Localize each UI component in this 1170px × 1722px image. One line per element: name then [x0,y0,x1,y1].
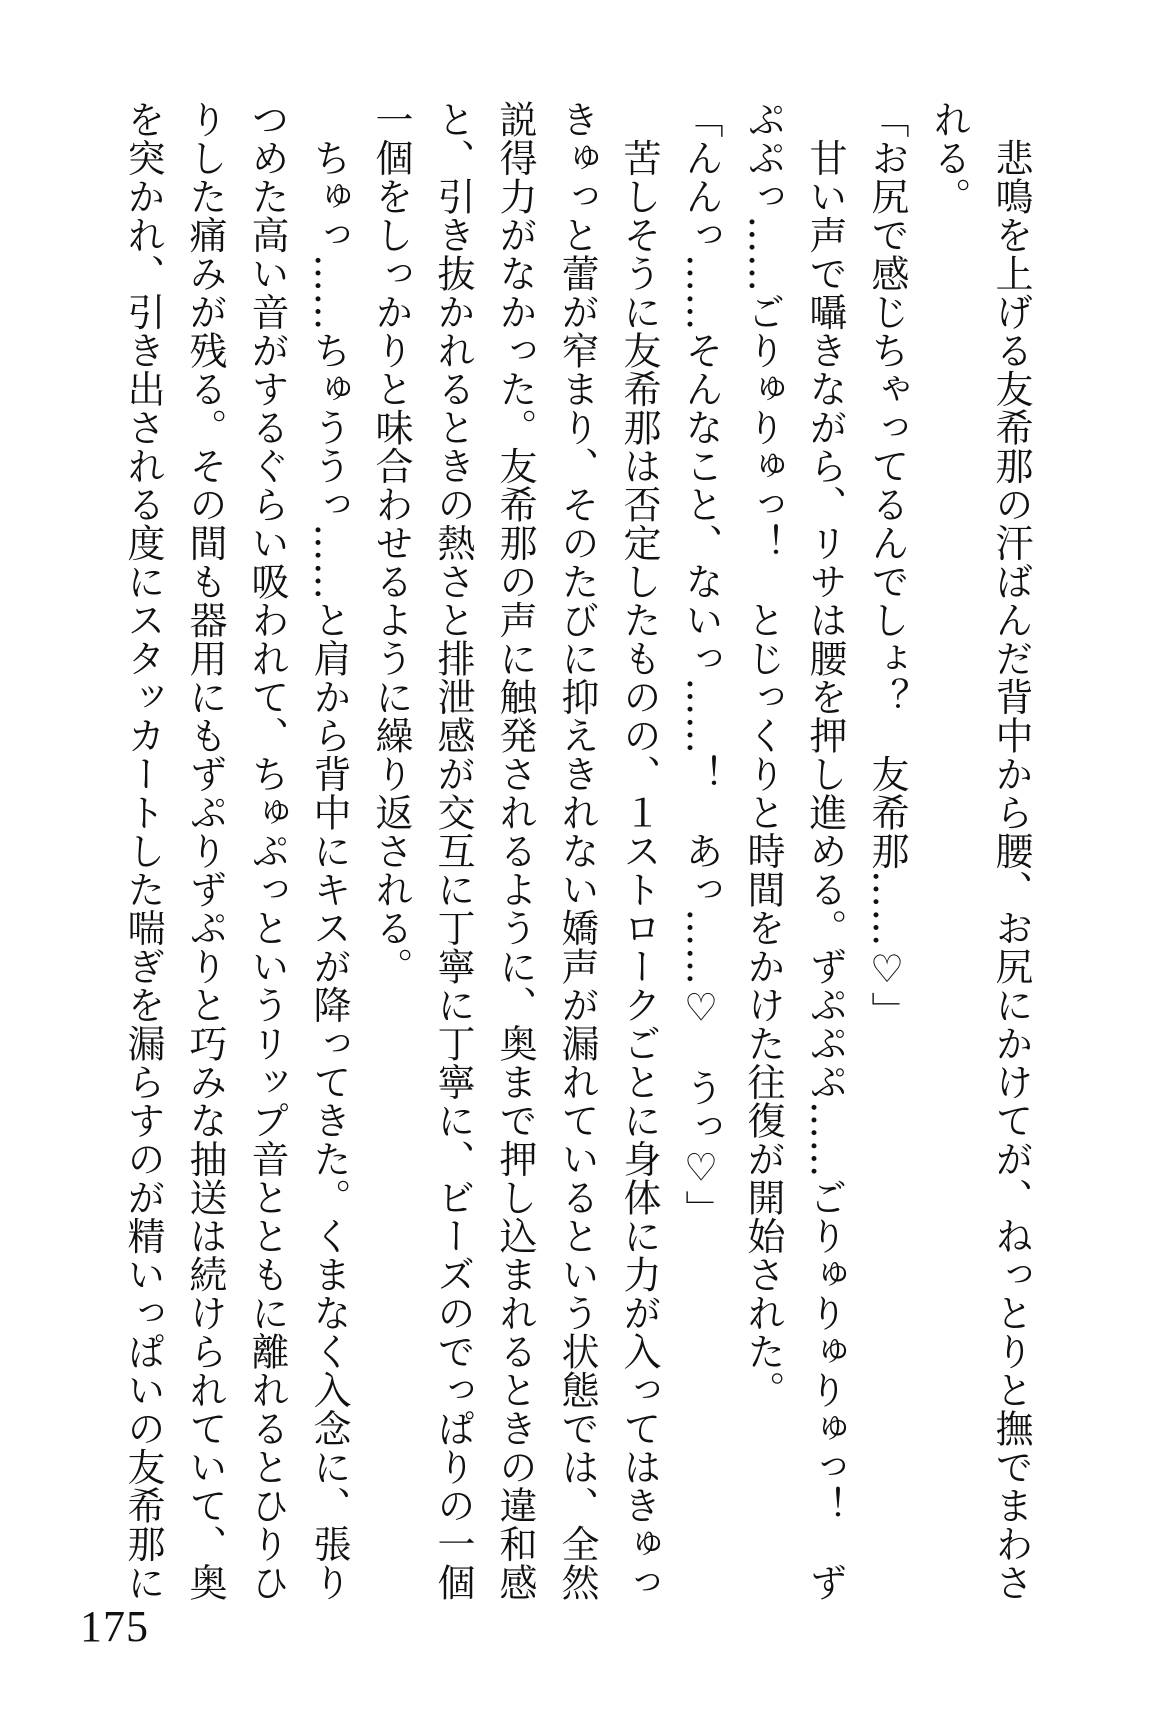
text-line: れる。 [927,100,971,216]
text-line: 「んんっ……そんなこと、ないっ……！ あっ……♡ うっ♡」 [679,100,723,1229]
text-line: きゅっと蕾が窄まり、そのたびに抑えきれない嬌声が漏れているという状態では、全然 [555,100,599,1602]
text-line: 悲鳴を上げる友希那の汗ばんだ背中から腰、お尻にかけてが、ねっとりと撫でまわさ [989,100,1033,1602]
text-line: ちゅっ……ちゅううっ……と肩から背中にキスが降ってきた。くまなく入念に、張り [307,100,351,1602]
text-line: と、引き抜かれるときの熱さと排泄感が交互に丁寧に丁寧に、ビーズのでっぱりの一個 [431,100,475,1602]
text-line: 「お尻で感じちゃってるんでしょ？ 友希那……♡」 [865,100,909,1030]
text-line: りした痛みが残る。その間も器用にもずぷりずぷりと巧みな抽送は続けられていて、奥 [183,100,227,1602]
page-number: 175 [80,1602,149,1651]
text-line: つめた高い音がするぐらい吸われて、ちゅぷっというリップ音とともに離れるとひりひ [245,100,289,1602]
text-line: 苦しそうに友希那は否定したものの、１ストロークごとに身体に力が入ってはきゅっ [617,100,661,1602]
text-line: 説得力がなかった。友希那の声に触発されるように、奥まで押し込まれるときの違和感 [493,100,537,1602]
body-text [2,100,1042,1620]
text-line: 一個をしっかりと味合わせるように繰り返される。 [369,100,413,986]
text-line: ぷぷっ……ごりゅりゅっ！ とじっくりと時間をかけた往復が開始された。 [741,100,785,1409]
text-line: を突かれ、引き出される度にスタッカートした喘ぎを漏らすのが精いっぱいの友希那に [121,100,165,1602]
text-line: 甘い声で囁きながら、リサは腰を押し進める。ずぷぷぷ……ごりゅりゅりゅっ！ ず [803,100,847,1602]
